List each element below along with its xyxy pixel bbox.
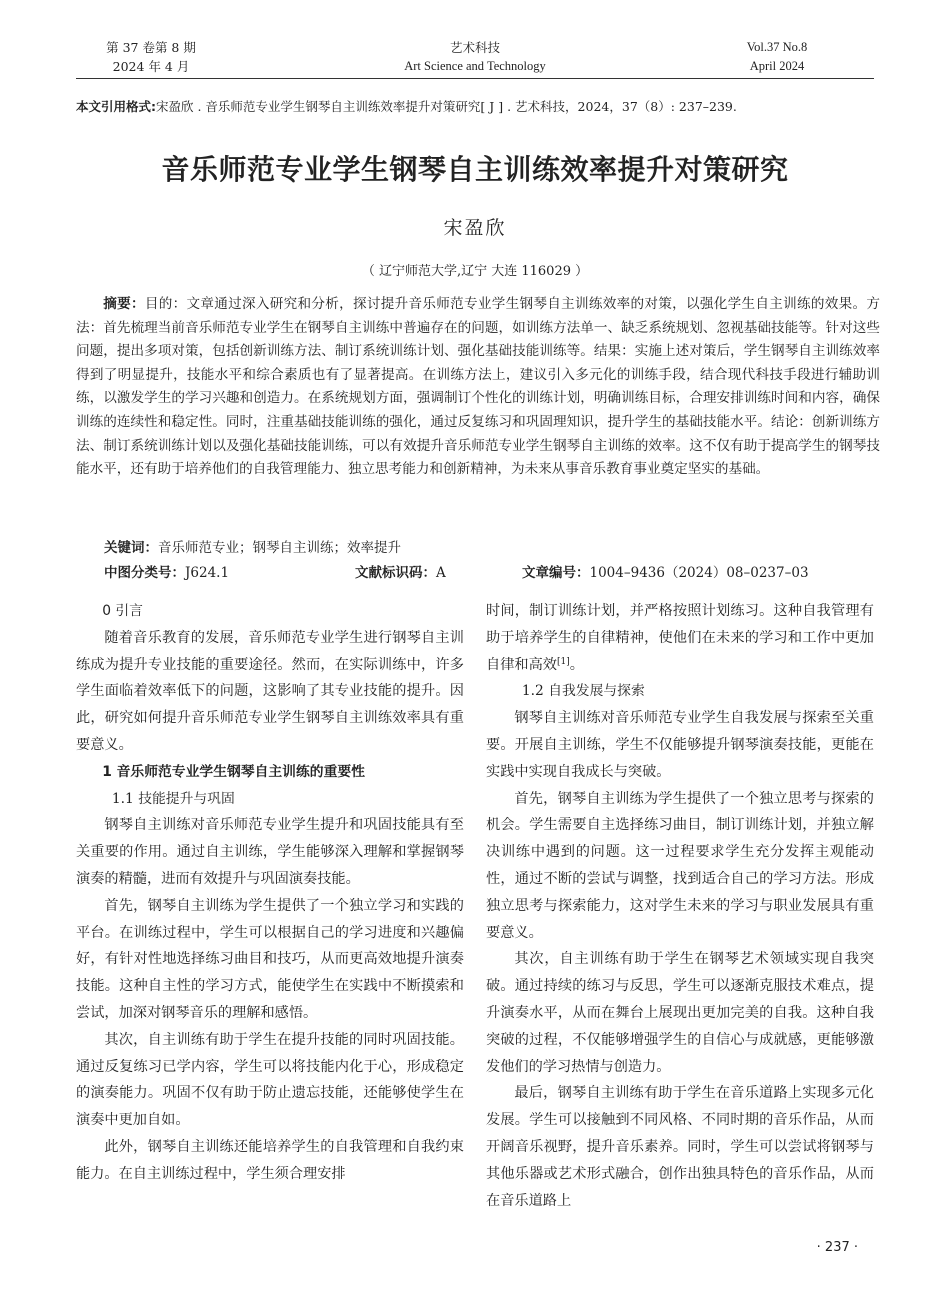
journal-issue-info <box>76 38 226 76</box>
header-divider <box>76 78 874 79</box>
clc-number <box>104 562 229 584</box>
keywords-text: 音乐师范专业；钢琴自主训练；效率提升 <box>158 540 401 556</box>
clc-label: 中图分类号： <box>104 565 185 581</box>
keywords-label: 关键词： <box>104 540 158 556</box>
journal-issue-info-en <box>712 38 842 76</box>
document-code-value: A <box>436 565 446 581</box>
paragraph-continued <box>486 598 874 678</box>
abstract-text: 目的：文章通过深入研究和分析，探讨提升音乐师范专业学生钢琴自主训练效率的对策，以强化学生自主训练的效果。方法：首先梳理当前音乐师范专业学生在钢琴自主训练中普遍存在的问题，如训练方法单一、缺乏系统规划、忽视基础技能等。针对这些问题，提出多项对策，包括创新训练方法、制订系统训练计划、强化基础技能训练等。结果：实施上述对策后，学生钢琴自主训练效率得到了明显提升，技能水平和综合素质也有了显著提高。在训练方法上，建议引入多元化的训练手段，结合现代科技手段进行辅助训练，以激发学生的学习兴趣和创造力。在系统规划方面，强调制订个性化的训练计划，明确训练目标，合理安排训练时间和内容，确保训练的连续性和稳定性。同时，注重基础技能训练的强化，通过反复练习和巩固理知识，提升学生的基础技能水平。结论：创新训练方法、制订系统训练计划以及强化基础技能训练，可以有效提升音乐师范专业学生钢琴自主训练的效率。这不仅有助于提高学生的钢琴技能水平，还有助于培养他们的自我管理能力、独立思考能力和创新精神，为未来从事音乐教育事业奠定坚实的基础。 <box>76 296 881 478</box>
journal-name-cn: 艺术科技 <box>449 40 500 55</box>
journal-name <box>355 38 595 76</box>
subsection-heading: 1.2 自我发展与探索 <box>521 683 645 700</box>
citation-format <box>76 97 880 117</box>
paragraph: 此外，钢琴自主训练还能培养学生的自我管理和自我约束能力。在自主训练过程中，学生须合理安排 <box>76 1138 464 1182</box>
journal-volume-en: Vol.37 No.8 <box>746 40 808 54</box>
section-heading: 1 音乐师范专业学生钢琴自主训练的重要性 <box>102 763 365 780</box>
journal-date-en: April 2024 <box>749 59 805 73</box>
paragraph-end: 。 <box>569 656 584 673</box>
paper-title: 音乐师范专业学生钢琴自主训练效率提升对策研究 <box>161 153 789 186</box>
paragraph: 最后，钢琴自主训练有助于学生在音乐道路上实现多元化发展。学生可以接触到不同风格、不同时期的音乐作品，从而开阔音乐视野，提升音乐素养。同时，学生可以尝试将钢琴与其他乐器或艺术形式融合，创作出独具特色的音乐作品，从而在音乐道路上 <box>486 1085 874 1209</box>
subsection-heading: 1.1 技能提升与巩固 <box>111 790 235 807</box>
article-number-label: 文章编号： <box>522 565 590 581</box>
abstract <box>76 293 880 482</box>
journal-volume: 第 37 卷第 8 期 <box>106 40 196 55</box>
paragraph: 首先，钢琴自主训练为学生提供了一个独立思考与探索的机会。学生需要自主选择练习曲目，制订训练计划，并独立解决训练中遇到的问题。这一过程要求学生充分发挥主观能动性，通过不断的尝试与调整，找到适合自己的学习方法。形成独立思考与探索能力，这对学生未来的学习与职业发展具有重要意义。 <box>486 790 874 941</box>
page-number: · 237 · <box>816 1240 858 1255</box>
author-name: 宋盈欣 <box>443 217 507 239</box>
document-code <box>355 562 446 584</box>
paragraph-text: 时间，制订训练计划，并严格按照计划练习。这种自我管理有助于培养学生的自律精神，使他们在未来的学习和工作中更加自律和高效 <box>486 603 874 673</box>
body-column-left <box>76 598 464 1188</box>
paragraph: 首先，钢琴自主训练为学生提供了一个独立学习和实践的平台。在训练过程中，学生可以根据自己的学习进度和兴趣偏好，有针对性地选择练习曲目和技巧，从而更高效地提升演奏技能。这种自主性的学习方式，能使学生在实践中不断摸索和尝试，加深对钢琴音乐的理解和感悟。 <box>76 897 464 1021</box>
paragraph: 其次，自主训练有助于学生在提升技能的同时巩固技能。通过反复练习已学内容，学生可以将技能内化于心，形成稳定的演奏能力。巩固不仅有助于防止遗忘技能，还能够使学生在演奏中更加自如。 <box>76 1031 464 1129</box>
citation-text: 宋盈欣 . 音乐师范专业学生钢琴自主训练效率提升对策研究[ J ] . 艺术科技，2024，37（8）: 237–239. <box>156 99 737 114</box>
article-number-value: 1004–9436（2024）08–0237–03 <box>589 565 809 581</box>
paragraph: 其次，自主训练有助于学生在钢琴艺术领域实现自我突破。通过持续的练习与反思，学生可以逐渐克服技术难点，提升演奏水平，从而在舞台上展现出更加完美的自我。这种自我突破的过程，不仅能够增强学生的自信心与成就感，更能够激发他们的学习热情与创造力。 <box>486 951 874 1075</box>
section-heading: 0 引言 <box>102 603 143 619</box>
journal-name-en: Art Science and Technology <box>404 59 546 73</box>
clc-value: J624.1 <box>185 565 230 581</box>
author-affiliation: （ 辽宁师范大学,辽宁 大连 116029 ） <box>361 264 589 279</box>
reference-marker: [1] <box>556 656 570 667</box>
paragraph: 随着音乐教育的发展，音乐师范专业学生进行钢琴自主训练成为提升专业技能的重要途径。然而，在实际训练中，许多学生面临着效率低下的问题，这影响了其专业技能的提升。因此，研究如何提升音乐师范专业学生钢琴自主训练效率具有重要意义。 <box>76 629 464 753</box>
abstract-label: 摘要： <box>103 296 145 312</box>
journal-date: 2024 年 4 月 <box>112 59 190 74</box>
paragraph: 钢琴自主训练对音乐师范专业学生提升和巩固技能具有至关重要的作用。通过自主训练，学生能够深入理解和掌握钢琴演奏的精髓，进而有效提升与巩固演奏技能。 <box>76 817 464 887</box>
article-number <box>522 562 809 584</box>
paragraph: 钢琴自主训练对音乐师范专业学生自我发展与探索至关重要。开展自主训练，学生不仅能够提升钢琴演奏技能，更能在实践中实现自我成长与突破。 <box>486 710 874 780</box>
document-code-label: 文献标识码： <box>355 565 436 581</box>
citation-label: 本文引用格式: <box>76 99 156 114</box>
keywords <box>104 537 401 559</box>
body-column-right <box>486 598 874 1214</box>
